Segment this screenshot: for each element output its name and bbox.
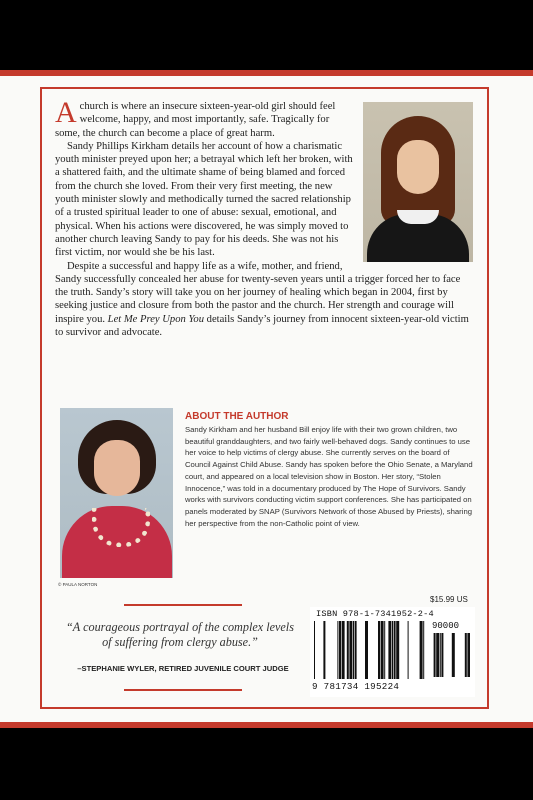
book-description (55, 96, 473, 339)
quote-rule-bottom (124, 689, 242, 691)
review-quote: “A courageous portrayal of the complex levels of suffering from clergy abuse.” (66, 620, 294, 649)
quote-rule-top (124, 604, 242, 606)
description-paragraph-1: A church is where an insecure sixteen-year-old girl should feel welcome, happy, and most importantly, safe. Tragically for some, the church can become a place of great harm. (55, 96, 336, 139)
photo-credit: © PAULA NORTON (58, 582, 98, 587)
drop-cap: A (55, 96, 77, 129)
description-paragraph-2: Sandy Phillips Kirkham details her account of how a charismatic youth minister preyed upon her; a betrayal which left her broken, with a shattered faith, and the ultimate shame of being blamed and forced from the church she loved. From their very first meeting, the new youth minister slowly and methodically turned the sacred relationship of a trusted spiritual leader to one of abuse: sexual, emotional, and physical. When his actions were discovered, he was simply moved to another church leaving Sandy to pay for his deeds. She was not his first victim, nor would she be his last. (55, 140, 353, 259)
ean-barcode (314, 621, 426, 681)
barcode-area (310, 607, 475, 697)
description-paragraph-3: Despite a successful and happy life as a wife, mother, and friend, Sandy successfully concealed her abuse for twenty-seven years until a trigger forced her to face the truth. Sandy’s story will take you on her journey of healing which began in 2004, first by seeking justice and closure from both the pastor and the church. Her strength and courage will inspire you. Let Me Prey Upon You details Sandy’s journey from innocent sixteen-year-old victim to survivor and advocate. (55, 260, 469, 339)
quote-attribution: –STEPHANIE WYLER, RETIRED JUVENILE COURT JUDGE (77, 664, 289, 673)
bottom-red-stripe (0, 722, 533, 728)
price-addon-barcode (432, 633, 470, 677)
price-code: 90000 (432, 621, 460, 631)
about-the-author-text: Sandy Kirkham and her husband Bill enjoy life with their two grown children, two beautiful granddaughters, and two fairly well-behaved dogs. Sandy continues to use her voice to help victims of clergy abuse. She currently serves on the board of Council Against Child Abuse. Sandy has spoken before the Ohio Senate, a Maryland court, and appeared on a local television show in Boston. Her story, “Stolen Innocence,” was told in a documentary produced by The Hope of Survivors. Sandy works with survivors conducting victim support conferences. She has participated on panels moderated by SNAP (Survivors Network of those Abused by Priests), sharing her perspective from the non-Catholic point of view. (185, 425, 473, 528)
author-photo (60, 408, 173, 578)
author-youth-photo (363, 102, 473, 262)
book-title: Let Me Prey Upon You (107, 313, 204, 325)
isbn-text: ISBN 978-1-7341952-2-4 (316, 609, 434, 619)
about-the-author-heading: ABOUT THE AUTHOR (185, 411, 289, 422)
barcode-digits: 9 781734 195224 (312, 681, 400, 692)
price-label: $15.99 US (430, 595, 468, 604)
